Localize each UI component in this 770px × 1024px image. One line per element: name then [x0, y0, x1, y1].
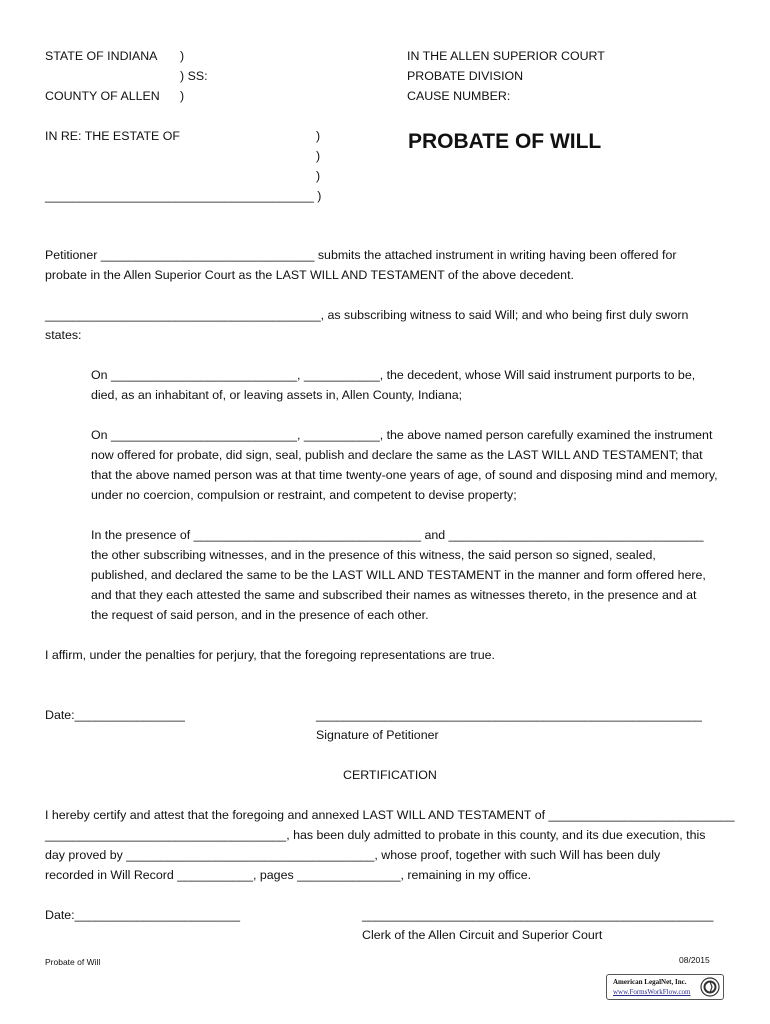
text-line: I hereby certify and attest that the foregoing and annexed LAST WILL AND TESTAMENT of ___________________________ [45, 808, 735, 822]
division-label: PROBATE DIVISION [407, 69, 524, 83]
presence-paragraph [91, 525, 706, 625]
text-line: under no coercion, compulsion or restraint, and competent to devise property; [91, 488, 517, 502]
text-line: On ___________________________, ___________, the decedent, whose Will said instrument purports to be, [91, 368, 696, 382]
paren: ) [316, 129, 321, 143]
text-line: states: [45, 328, 82, 342]
text-line: In the presence of _________________________________ and _____________________________________ [91, 528, 704, 542]
publisher-badge [606, 974, 724, 1000]
paren: ) [316, 169, 321, 183]
text-line: now offered for probate, did sign, seal, publish and declare the same as the LAST WILL AND TESTAMENT; that [91, 448, 703, 462]
affirmation-text: I affirm, under the penalties for perjury, that the foregoing representations are true. [45, 648, 495, 662]
publisher-name: American LegalNet, Inc. [613, 978, 687, 986]
text-line: the other subscribing witnesses, and in the presence of this witness, the said person so signed, sealed, [91, 548, 656, 562]
text-line: died, as an inhabitant of, or leaving assets in, Allen County, Indiana; [91, 388, 463, 402]
text-line: day proved by ____________________________________, whose proof, together with such Will has been duly [45, 848, 661, 862]
petitioner-signature-label: Signature of Petitioner [316, 728, 439, 742]
state-label: STATE OF INDIANA [45, 49, 158, 63]
county-label: COUNTY OF ALLEN [45, 89, 160, 103]
petitioner-signature-line: ________________________________________________________ [316, 708, 702, 722]
form-name: Probate of Will [45, 957, 101, 967]
certification-paragraph [45, 805, 735, 885]
certification-heading: CERTIFICATION [343, 768, 437, 782]
document-title: PROBATE OF WILL [408, 130, 602, 153]
publisher-website-link[interactable]: www.FormsWorkFlow.com [613, 988, 691, 996]
petitioner-paragraph [45, 245, 676, 285]
text-line: ___________________________________, has been duly admitted to probate in this county, and its due execution, this [45, 828, 706, 842]
paren: ) [316, 149, 321, 163]
text-line: the request of said person, and in the presence of each other. [91, 608, 429, 622]
witness-paragraph [45, 305, 688, 345]
text-line: ________________________________________, as subscribing witness to said Will; and who being first duly sworn [45, 308, 689, 322]
publisher-logo-icon [700, 977, 720, 997]
text-line: On ___________________________, ___________, the above named person carefully examined the instrument [91, 428, 713, 442]
decedent-death-paragraph [91, 365, 695, 405]
paren: ) [180, 89, 185, 103]
text-line: Petitioner _______________________________ submits the attached instrument in writing having been offered for [45, 248, 677, 262]
clerk-date-field: Date:________________________ [45, 908, 241, 922]
text-line: probate in the Allen Superior Court as the LAST WILL AND TESTAMENT of the above decedent. [45, 268, 574, 282]
clerk-signature-label: Clerk of the Allen Circuit and Superior Court [362, 928, 603, 942]
text-line: recorded in Will Record ___________, pages _______________, remaining in my office. [45, 868, 532, 882]
paren: ) [180, 49, 185, 63]
text-line: and that they each attested the same and subscribed their names as witnesses thereto, in the presence and at [91, 588, 697, 602]
form-date-code: 08/2015 [679, 955, 710, 965]
examination-paragraph [91, 425, 718, 505]
estate-name-line: _______________________________________ ) [45, 189, 322, 203]
clerk-signature-line: ___________________________________________________ [362, 908, 714, 922]
ss-label: ) SS: [180, 69, 208, 83]
cause-number-label: CAUSE NUMBER: [407, 89, 511, 103]
text-line: that the above named person was at that time twenty-one years of age, of sound and disposing mind and memory, [91, 468, 718, 482]
text-line: published, and declared the same to be the LAST WILL AND TESTAMENT in the manner and form offered here, [91, 568, 706, 582]
in-re-label: IN RE: THE ESTATE OF [45, 129, 180, 143]
petitioner-date-field: Date:________________ [45, 708, 185, 722]
court-label: IN THE ALLEN SUPERIOR COURT [407, 49, 605, 63]
